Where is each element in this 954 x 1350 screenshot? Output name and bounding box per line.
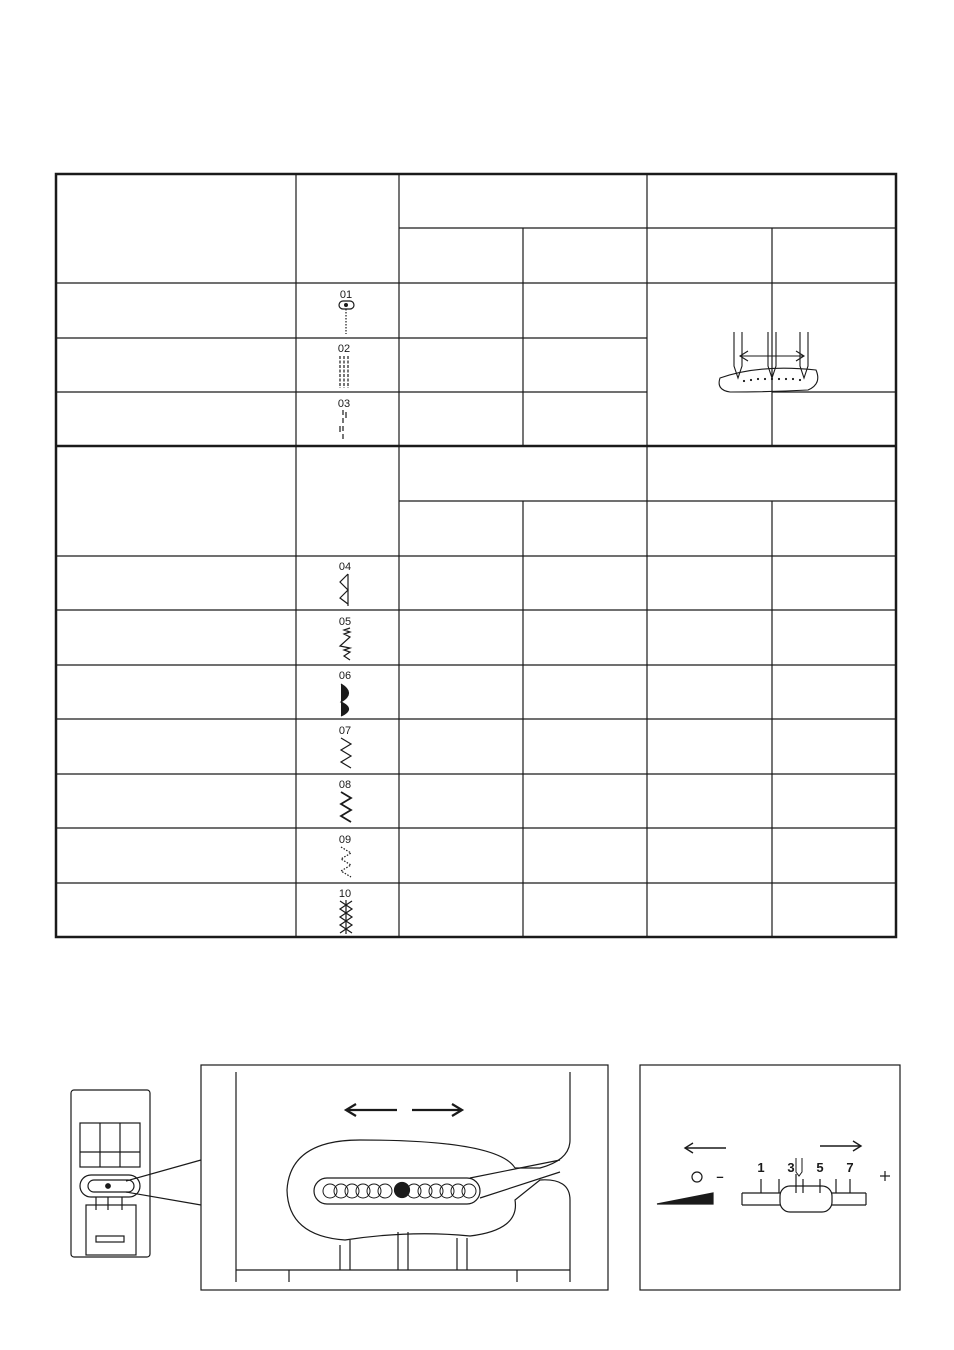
left-arrow-icon <box>685 1143 726 1153</box>
width-scale-labels <box>716 1160 853 1184</box>
stitch-number-09: 09 <box>338 834 352 846</box>
presser-foot-icon <box>71 1090 201 1257</box>
stitch-number-06: 06 <box>338 670 352 682</box>
stitch-number-10: 10 <box>338 888 352 900</box>
overlock-cross-stitch-icon <box>340 900 352 934</box>
basting-stitch-icon <box>340 410 346 442</box>
needle-hole-positions-icon <box>201 1065 608 1290</box>
blind-hem-stitch-icon <box>340 574 348 606</box>
needle-position-range-icon <box>719 332 818 392</box>
scale-label-1: 1 <box>757 1160 765 1175</box>
triple-straight-stitch-icon <box>340 356 348 388</box>
multi-step-zigzag-stitch-icon <box>341 847 351 877</box>
zigzag-stitch-icon <box>341 738 351 768</box>
stitch-number-02: 02 <box>337 343 351 355</box>
right-arrow-icon <box>820 1141 861 1151</box>
shell-tuck-stitch-icon <box>341 684 349 716</box>
stitch-number-05: 05 <box>338 616 352 628</box>
triple-zigzag-stitch-icon <box>341 792 351 822</box>
stitch-number-08: 08 <box>338 779 352 791</box>
scale-label-3: 3 <box>787 1160 795 1175</box>
stitch-number-04: 04 <box>338 561 352 573</box>
stitch-number-03: 03 <box>337 398 351 410</box>
double-arrow-icon <box>346 1104 462 1116</box>
scale-label-7: 7 <box>846 1160 854 1175</box>
stitch-number-01: 01 <box>339 289 353 301</box>
stitch-width-dial-icon <box>640 1065 900 1290</box>
minus-symbol: – <box>716 1169 724 1184</box>
stitch-table <box>56 174 896 937</box>
stitch-number-07: 07 <box>338 725 352 737</box>
scale-label-5: 5 <box>816 1160 824 1175</box>
straight-stitch-left-needle-icon <box>339 301 354 334</box>
elastic-blind-hem-stitch-icon <box>340 628 350 660</box>
